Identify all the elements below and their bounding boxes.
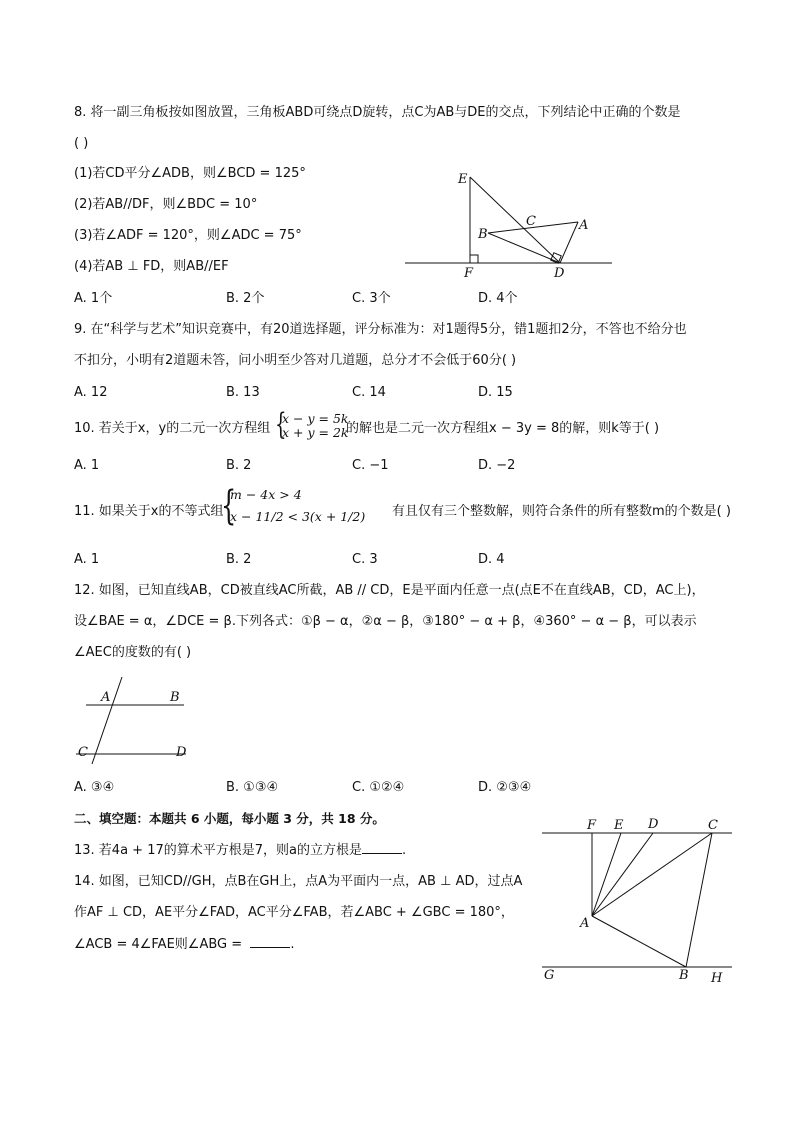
q8-statement-3: (3)若∠ADF = 120°，则∠ADC = 75° — [74, 228, 302, 243]
q8-stem-line1: 8. 将一副三角板按如图放置，三角板ABD可绕点D旋转，点C为AB与DE的交点，下列结论中正确的个数是 — [74, 105, 681, 120]
q12-label-B: B — [170, 690, 180, 705]
q9-line2: 不扣分，小明有2道题未答，问小明至少答对几道题，总分才不会低于60分( ) — [74, 353, 517, 368]
q12-option-a: A. ③④ — [74, 780, 115, 795]
q8-label-B: B — [478, 227, 488, 242]
q14-label-E: E — [614, 818, 624, 833]
q11-option-a: A. 1 — [74, 552, 100, 567]
q14-label-A: A — [580, 916, 590, 931]
q10-option-c: C. −1 — [352, 458, 389, 473]
q14-line1: 14. 如图，已知CD//GH，点B在GH上，点A为平面内一点，AB ⊥ AD，过点A — [74, 874, 523, 889]
q9-line1: 9. 在“科学与艺术”知识竞赛中，有20道选择题，评分标准为：对1题得5分，错1题扣2分，不答也不给分也 — [74, 322, 687, 337]
q14-label-G: G — [544, 968, 555, 983]
q8-figure — [400, 165, 620, 285]
q9-option-c: C. 14 — [352, 385, 386, 400]
q8-label-A: A — [579, 218, 589, 233]
q10-system-eq2: x + y = 2k — [282, 425, 349, 440]
q14-label-C: C — [708, 818, 718, 833]
q14-label-F: F — [587, 818, 597, 833]
q9-option-d: D. 15 — [478, 385, 513, 400]
q13-stem: 13. 若4a + 17的算术平方根是7，则a的立方根是 — [74, 843, 362, 858]
q13-text — [74, 841, 406, 860]
q10-stem-pre: 10. 若关于x，y的二元一次方程组 — [74, 421, 271, 436]
q14-line2: 作AF ⊥ CD，AE平分∠FAD，AC平分∠FAB，若∠ABC + ∠GBC = 180°， — [74, 905, 514, 920]
q13-answer-blank — [362, 841, 402, 854]
q8-statement-2: (2)若AB//DF，则∠BDC = 10° — [74, 197, 258, 212]
q10-stem-post: 的解也是二元一次方程组x − 3y = 8的解，则k等于( ) — [346, 421, 660, 436]
q14-answer-blank — [250, 935, 290, 948]
q12-option-c: C. ①②④ — [352, 780, 405, 795]
q11-stem-post: 有且仅有三个整数解，则符合条件的所有整数m的个数是( ) — [392, 504, 731, 519]
q12-label-C: C — [78, 745, 88, 760]
q8-option-c: C. 3个 — [352, 291, 391, 306]
q10-system-eq1: x − y = 5k — [282, 411, 349, 426]
q8-option-a: A. 1个 — [74, 291, 113, 306]
q10-option-a: A. 1 — [74, 458, 100, 473]
q9-option-a: A. 12 — [74, 385, 108, 400]
q12-figure — [74, 675, 194, 765]
q9-option-b: B. 13 — [226, 385, 260, 400]
q10-option-b: B. 2 — [226, 458, 252, 473]
q14-line3 — [74, 935, 295, 954]
q8-statement-1: (1)若CD平分∠ADB，则∠BCD = 125° — [74, 166, 306, 181]
q14-label-D: D — [648, 817, 659, 832]
q12-line1: 12. 如图，已知直线AB，CD被直线AC所截，AB // CD，E是平面内任意一点(点E不在直线AB，CD，AC上)， — [74, 583, 705, 598]
q8-label-E: E — [458, 172, 468, 187]
q12-line3: ∠AEC的度数的有( ) — [74, 645, 192, 660]
q10-brace: { — [275, 407, 287, 442]
q11-stem-pre: 11. 如果关于x的不等式组 — [74, 504, 224, 519]
q8-label-D: D — [554, 266, 565, 281]
section-fill-blank-heading: 二、填空题：本题共 6 小题，每小题 3 分，共 18 分。 — [74, 811, 385, 826]
q8-label-F: F — [464, 266, 474, 281]
q11-option-c: C. 3 — [352, 552, 378, 567]
q8-label-C: C — [526, 214, 536, 229]
q13-end: . — [401, 843, 407, 858]
q8-stem-line2: ( ) — [74, 136, 89, 151]
q12-option-d: D. ②③④ — [478, 780, 532, 795]
q14-end: . — [290, 937, 295, 952]
q8-statement-4: (4)若AB ⊥ FD，则AB//EF — [74, 259, 229, 274]
q14-figure — [538, 815, 738, 985]
q14-label-H: H — [711, 971, 723, 985]
q11-option-d: D. 4 — [478, 552, 505, 567]
q8-option-d: D. 4个 — [478, 291, 518, 306]
q12-label-A: A — [101, 690, 111, 705]
q12-label-D: D — [176, 745, 187, 760]
q10-option-d: D. −2 — [478, 458, 516, 473]
q11-option-b: B. 2 — [226, 552, 252, 567]
q12-line2: 设∠BAE = α，∠DCE = β.下列各式：①β − α，②α − β，③180° − α + β，④360° − α − β，可以表示 — [74, 614, 697, 629]
q11-system-ineq1: m − 4x > 4 — [230, 487, 302, 502]
q11-brace: { — [221, 483, 237, 529]
q11-system-ineq2: x − 11/2 < 3(x + 1/2) — [230, 509, 366, 524]
q12-option-b: B. ①③④ — [226, 780, 279, 795]
q14-label-B: B — [679, 968, 689, 983]
q8-option-b: B. 2个 — [226, 291, 265, 306]
q14-line3-stem: ∠ACB = 4∠FAE则∠ABG = — [74, 937, 243, 952]
